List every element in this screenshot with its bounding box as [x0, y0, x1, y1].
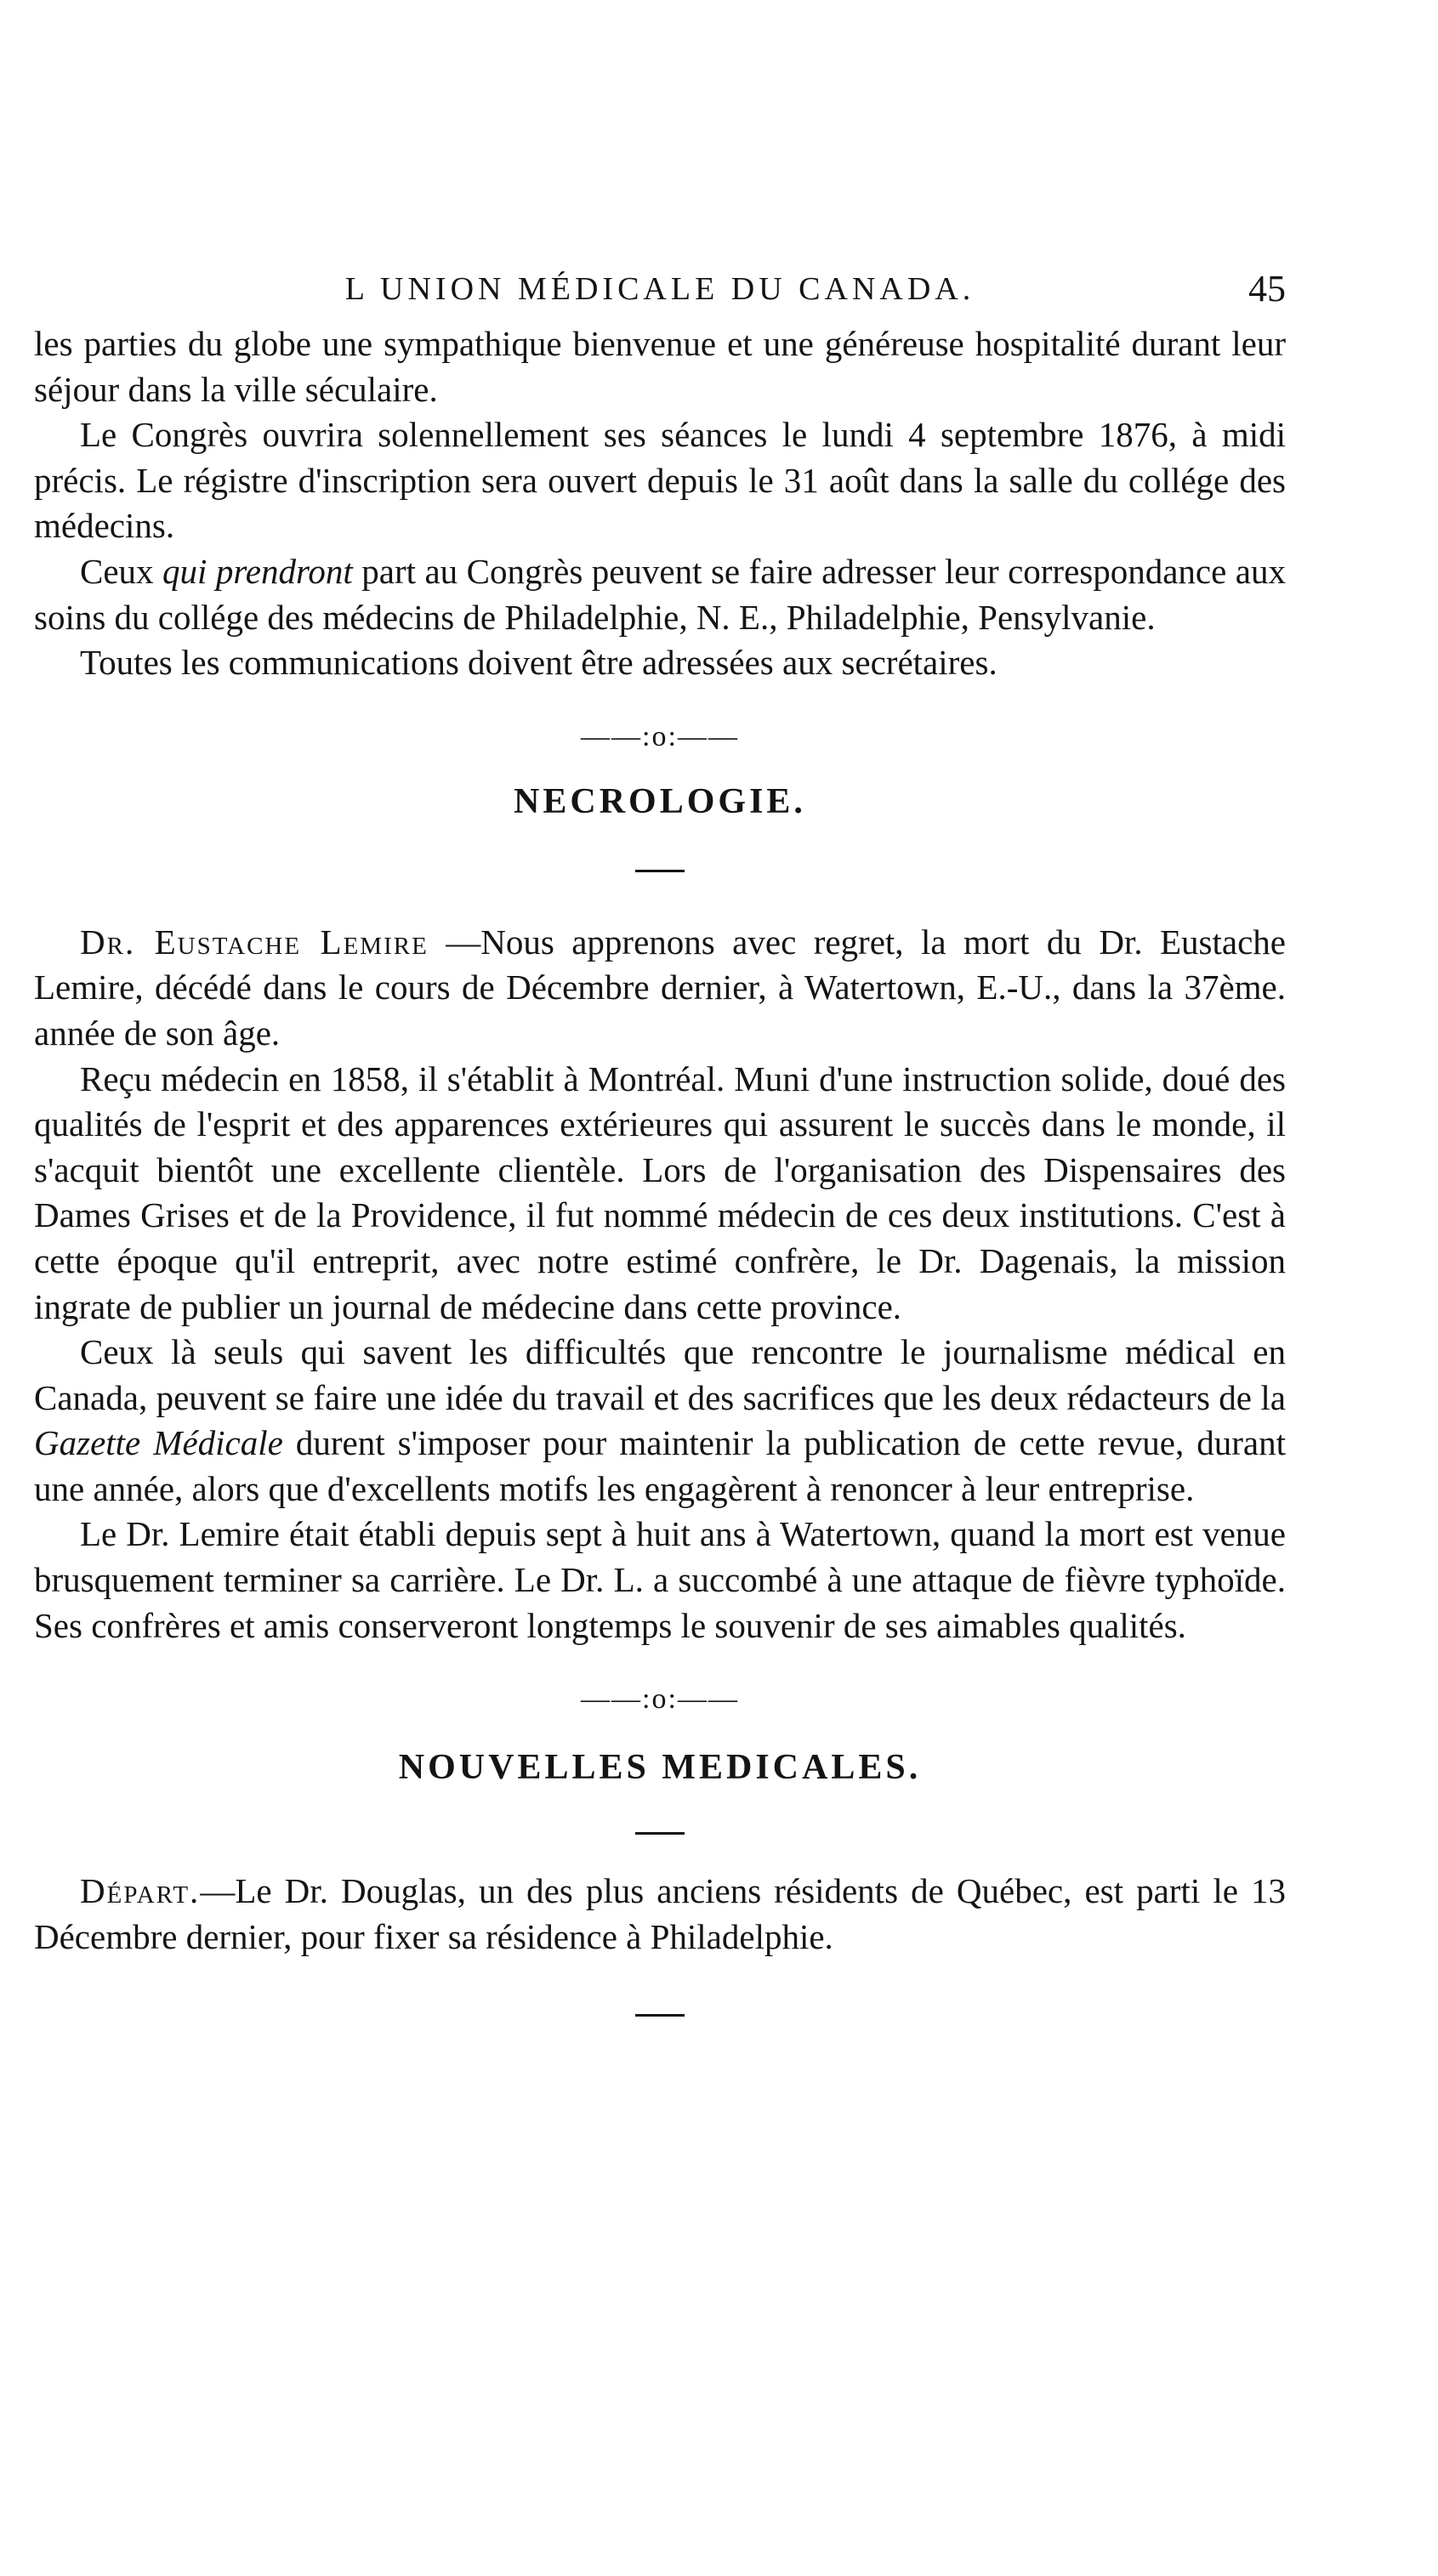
- intro-paragraph-2: Le Congrès ouvrira solennellement ses séances le lundi 4 septembre 1876, à midi précis. Le régistre d'inscription sera ouvert depuis le 31 août dans la salle du collége des médecins.: [34, 415, 1286, 546]
- heading-rule-2: [635, 1832, 685, 1835]
- closing-rule: [635, 2014, 685, 2017]
- necrologie-paragraph-3-end: durent s'imposer pour maintenir la publication de cette revue, durant une année, alors que d'excellents motifs les engagèrent à renoncer à leur entreprise.: [34, 1423, 1286, 1508]
- separator-ornament: ——:o:——: [581, 720, 739, 752]
- intro-paragraph-3: [34, 549, 1286, 640]
- necrologie-paragraph-4: Le Dr. Lemire était établi depuis sept à huit ans à Watertown, quand la mort est venue brusquement terminer sa carrière. Le Dr. L. a succombé à une attaque de fièvre typhoïde. Ses confrères et amis conserveront longtemps le souvenir de ses aimables qualités.: [34, 1514, 1286, 1645]
- deceased-name: Dr. Eustache Lemire: [80, 922, 429, 962]
- nouvelles-paragraph-text: —Le Dr. Douglas, un des plus anciens résidents de Québec, est parti le 13 Décembre dernier, pour fixer sa résidence à Philadelphie.: [34, 1871, 1286, 1956]
- necrologie-paragraph-3: [34, 1330, 1286, 1512]
- intro-paragraph-1: les parties du globe une sympathique bienvenue et une généreuse hospitalité durant leur séjour dans la ville séculaire.: [34, 324, 1286, 409]
- necrologie-paragraph-1-text: —Nous apprenons avec regret, la mort du Dr. Eustache Lemire, décédé dans le cours de Décembre dernier, à Watertown, E.-U., dans la 37ème. année de son âge.: [34, 922, 1286, 1053]
- nouvelles-paragraph: [34, 1869, 1286, 1960]
- running-head: [34, 270, 1286, 321]
- necrologie-paragraph-3-start: Ceux là seuls qui savent les difficultés que rencontre le journalisme médical en Canada, peuvent se faire une idée du travail et des sacrifices que les deux rédacteurs de la: [34, 1332, 1286, 1417]
- intro-paragraph-4: Toutes les communications doivent être adressées aux secrétaires.: [80, 643, 998, 683]
- necrologie-paragraph-1: [34, 920, 1286, 1057]
- nouvelles-heading: NOUVELLES MEDICALES.: [398, 1748, 922, 1788]
- intro-paragraph-3-start: Ceux: [80, 551, 162, 591]
- necrologie-paragraph-2: Reçu médecin en 1858, il s'établit à Montréal. Muni d'une instruction solide, doué des qualités de l'esprit et des apparences extérieures qui assurent le succès dans le monde, il s'acquit bientôt une excellente clientèle. Lors de l'organisation des Dispensaires des Dames Grises et de la Providence, il fut nommé médecin de ces deux institutions. C'est à cette époque qu'il entreprit, avec notre estimé confrère, le Dr. Dagenais, la mission ingrate de publier un journal de médecine dans cette province.: [34, 1058, 1286, 1326]
- intro-paragraph-3-italic: qui prendront: [162, 551, 353, 591]
- necrologie-heading: NECROLOGIE.: [514, 781, 806, 821]
- journal-title: L UNION MÉDICALE DU CANADA.: [344, 271, 975, 307]
- intro-paragraph-3-end: part au Congrès peuvent se faire adresser leur correspondance aux soins du collége des médecins de Philadelphie, N. E., Philadelphie, Pensylvanie.: [34, 551, 1286, 637]
- separator-ornament-2: ——:o:——: [581, 1683, 739, 1716]
- depart-label: Départ.: [80, 1871, 201, 1911]
- heading-rule: [635, 870, 685, 872]
- gazette-title: Gazette Médicale: [34, 1423, 283, 1463]
- page-number: 45: [1248, 268, 1286, 309]
- page: [34, 270, 1286, 2017]
